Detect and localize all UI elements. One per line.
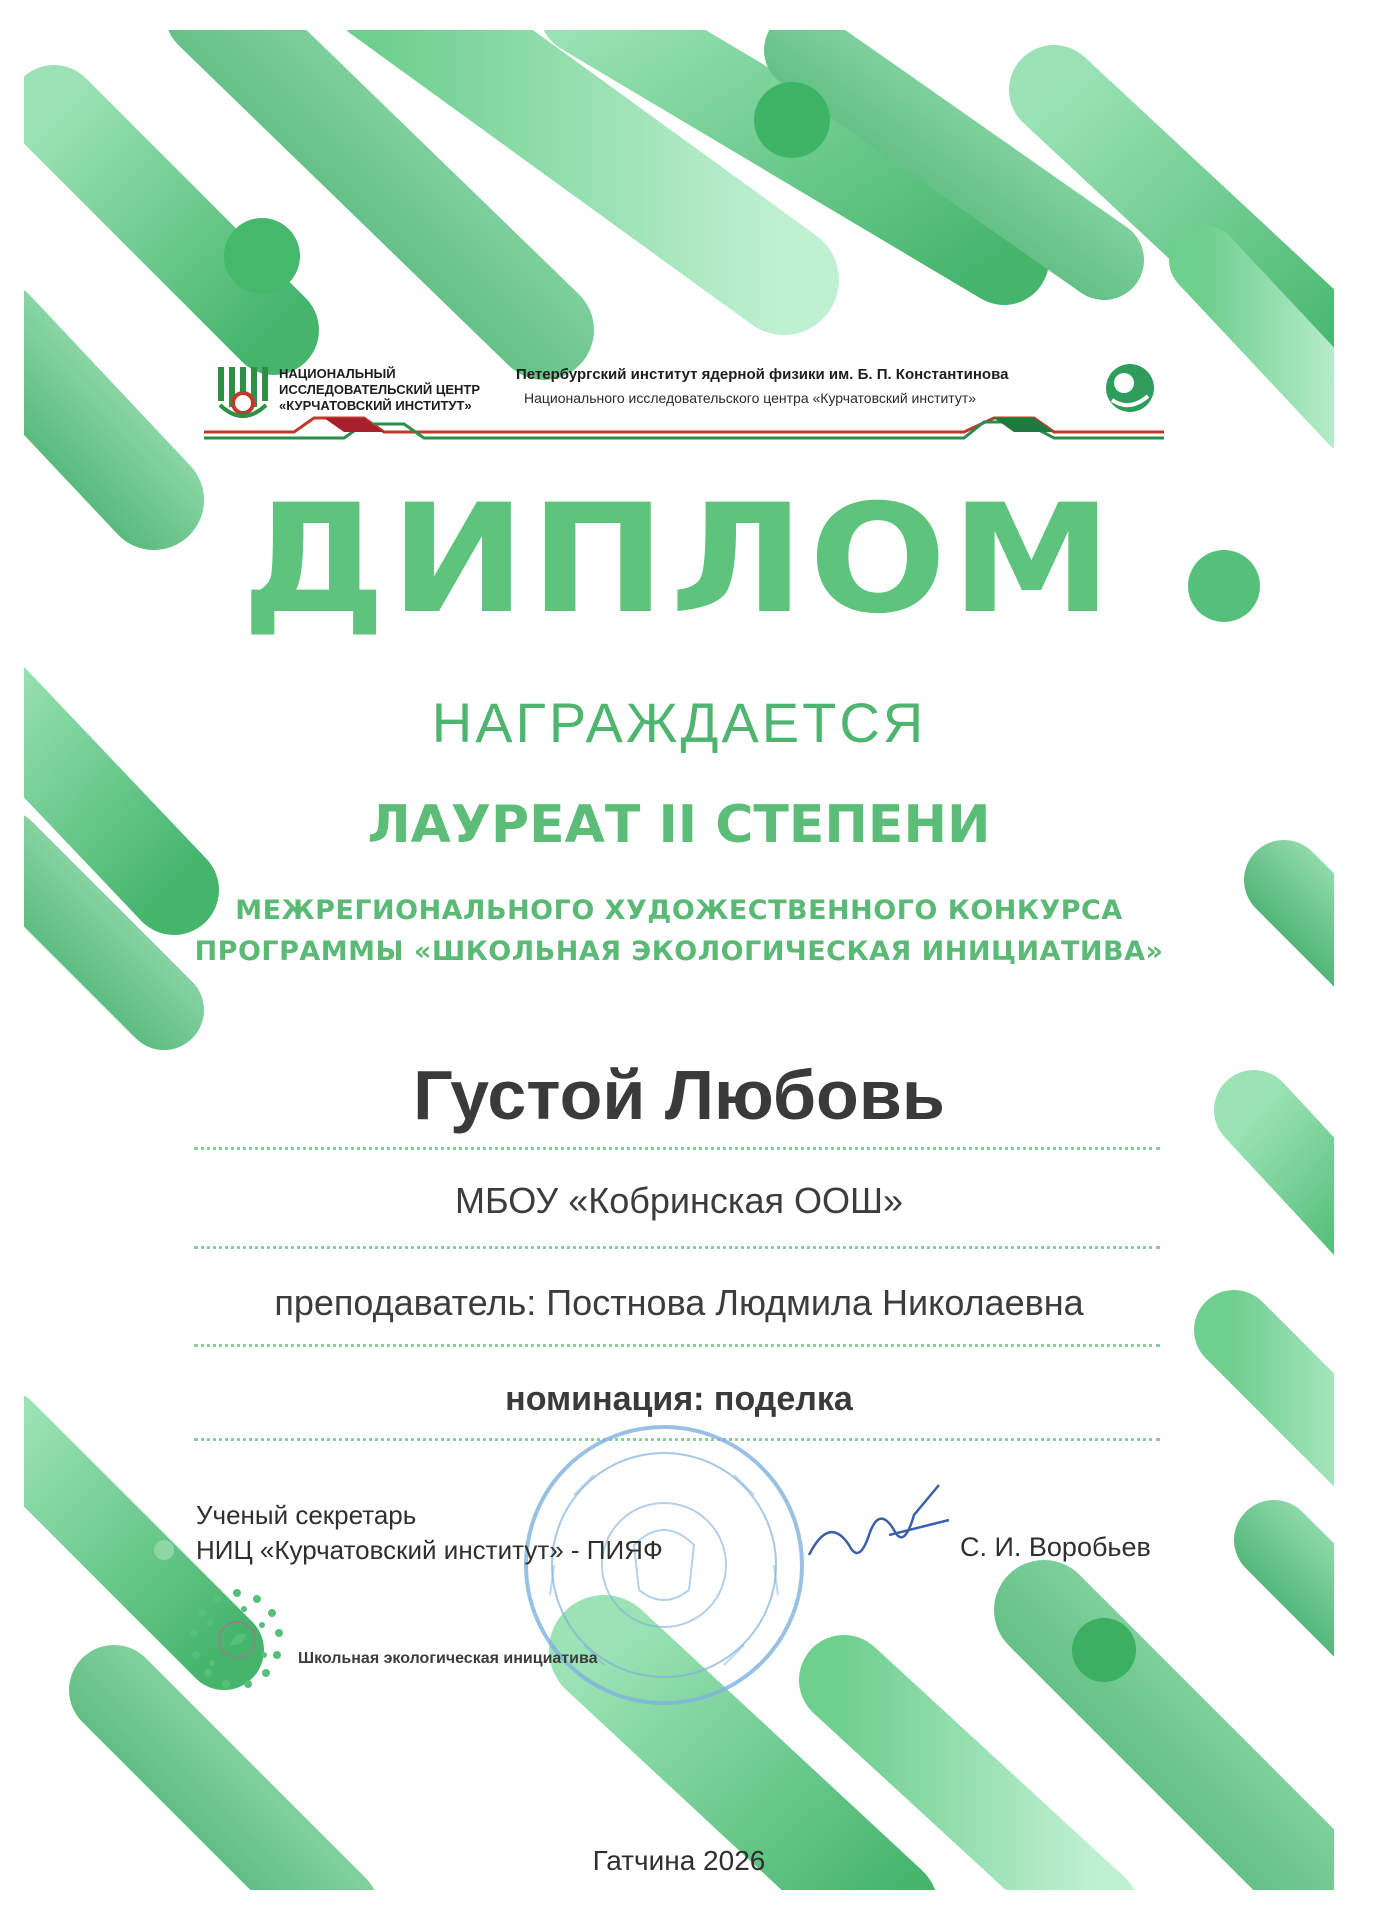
- dotted-divider: [194, 1147, 1160, 1150]
- nomination: номинация: поделка: [505, 1380, 853, 1418]
- logo-line: «КУРЧАТОВСКИЙ ИНСТИТУТ»: [279, 398, 472, 413]
- awarded-heading: НАГРАЖДАЕТСЯ: [431, 691, 927, 754]
- teacher-name: преподаватель: Постнова Людмила Николаевна: [274, 1282, 1084, 1323]
- city-year: Гатчина 2026: [592, 1845, 766, 1876]
- official-stamp: [514, 1415, 814, 1720]
- contest-name-line1: МЕЖРЕГИОНАЛЬНОГО ХУДОЖЕСТВЕННОГО КОНКУРСА: [235, 895, 1123, 926]
- signer-role: Ученый секретарь: [196, 1500, 417, 1530]
- eco-initiative-label: Школьная экологическая инициатива: [298, 1650, 598, 1667]
- diploma-title: ДИПЛОМ: [241, 473, 1117, 647]
- signer-name: С. И. Воробьев: [960, 1532, 1151, 1562]
- school-name: МБОУ «Кобринская ООШ»: [454, 1180, 903, 1221]
- logo-line: ИССЛЕДОВАТЕЛЬСКИЙ ЦЕНТР: [279, 382, 480, 397]
- pnpi-name: Петербургский институт ядерной физики им. Б. П. Константинова: [516, 366, 1009, 383]
- dotted-divider: [194, 1344, 1160, 1347]
- contest-name-line2: ПРОГРАММЫ «ШКОЛЬНАЯ ЭКОЛОГИЧЕСКАЯ ИНИЦИАТИВА»: [194, 936, 1164, 967]
- dotted-divider: [194, 1246, 1160, 1249]
- header-divider: [204, 410, 1164, 442]
- recipient-name: Густой Любовь: [413, 1056, 945, 1134]
- pnpi-subtitle: Национального исследовательского центра «Курчатовский институт»: [524, 390, 977, 406]
- signer-organization: НИЦ «Курчатовский институт» - ПИЯФ: [196, 1535, 663, 1565]
- eco-initiative-logo: [182, 1585, 292, 1700]
- handwritten-signature: [799, 1475, 959, 1590]
- kurchatov-logo-text: [279, 366, 480, 414]
- logo-line: НАЦИОНАЛЬНЫЙ: [279, 366, 396, 381]
- diploma-sheet: [24, 30, 1334, 1890]
- laureate-degree: ЛАУРЕАТ II СТЕПЕНИ: [367, 795, 991, 855]
